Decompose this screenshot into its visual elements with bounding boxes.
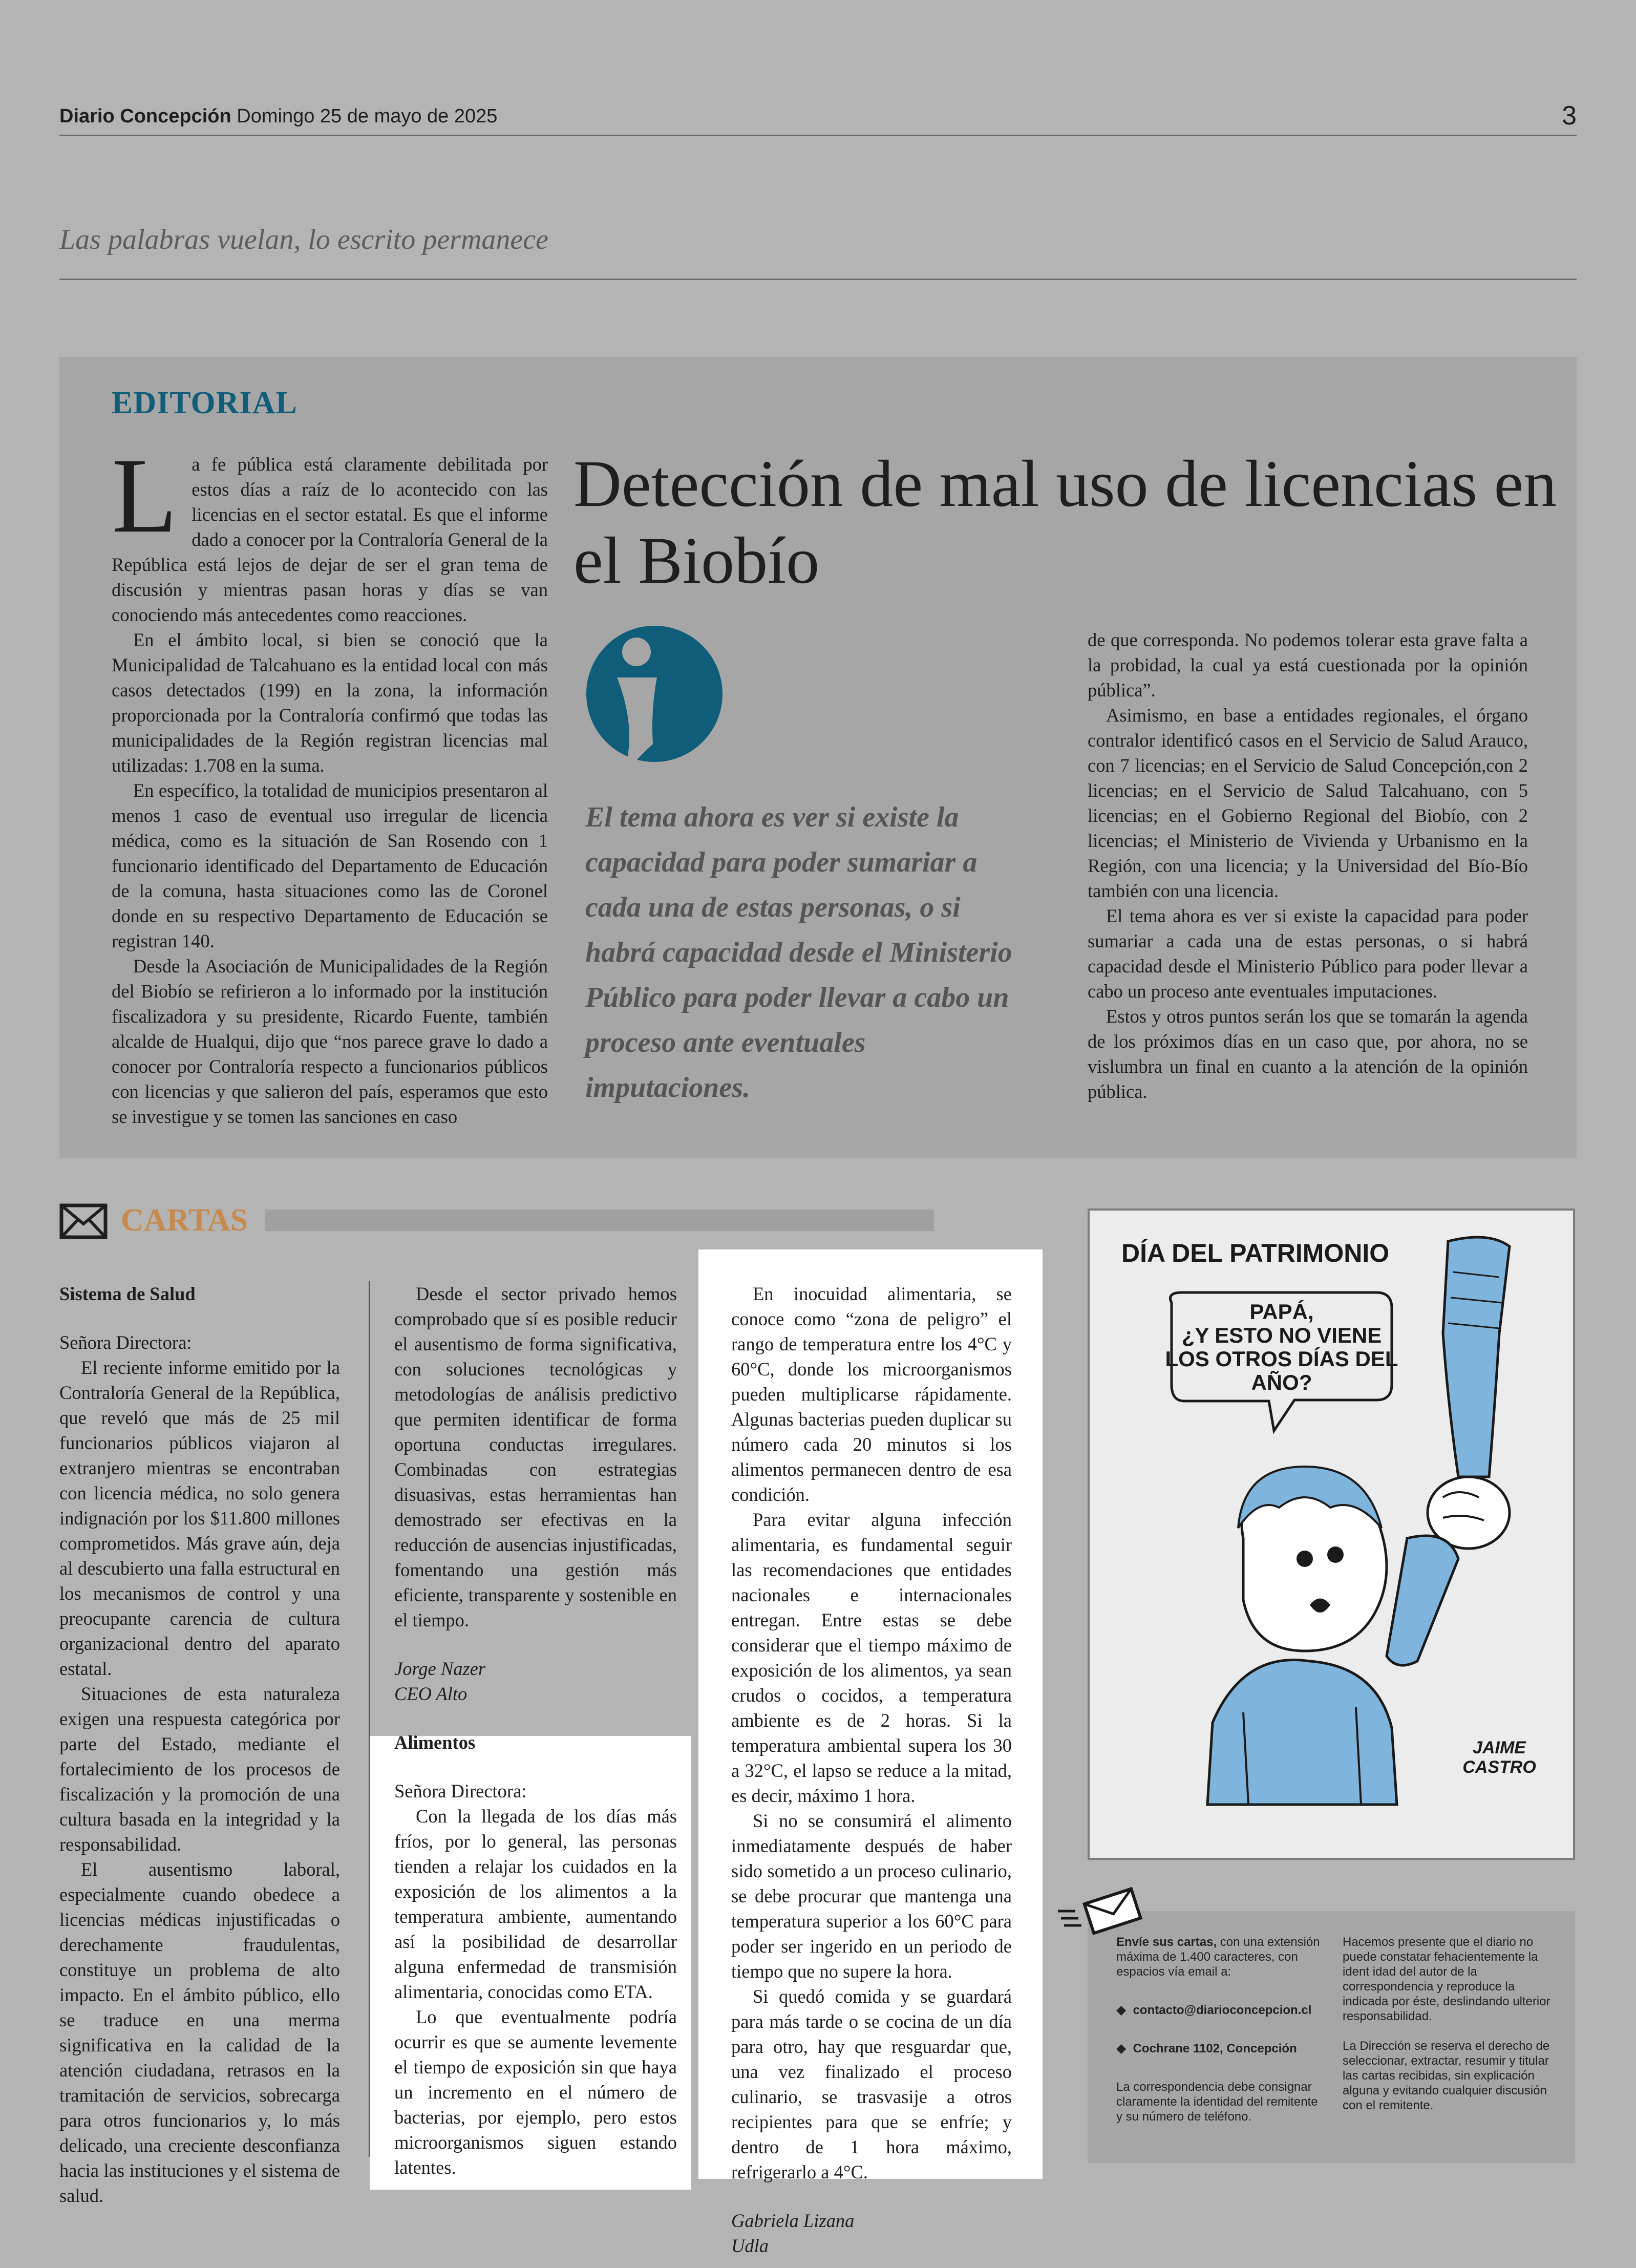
cartoon-drawing — [1090, 1211, 1573, 1858]
letter-salutation: Señora Directora: — [394, 1781, 527, 1801]
issue-date: Domingo 25 de mayo de 2025 — [237, 105, 498, 127]
editorial-paragraph: Desde la Asociación de Municipalidades de la Región del Biobío se refirieron a lo informado por la institución fiscalizadora y su presidente, Ricardo Fuente, también alcalde de Hualqui, dijo que “nos parece grave lo dado a conocer por Contraloría respecto a funcionarios públicos con licencias y que salieron del país, esperamos que esto se investigue y se tomen las sanciones en caso — [112, 956, 548, 1127]
letter-paragraph: Para evitar alguna infección alimentaria, es fundamental seguir las recomendaciones que entidades nacionales e internacionales entregan. Entre estas se debe considerar que el tiempo máximo de exposición de los alimentos, ya sean crudos o cocidos, a temperatura ambiente es de 2 horas. Si la temperatura ambiental supera los 30 a 32°C, el lapso se reduce a la mitad, es decir, máximo 1 hora. — [731, 1509, 1012, 1806]
column-divider — [369, 1281, 370, 2157]
editorial-paragraph: Estos y otros puntos serán los que se tomarán la agenda de los próximos días en un caso que, por ahora, no se vislumbra un final en cuanto a la atención de la opinión pública. — [1088, 1006, 1528, 1102]
identity-note: La correspondencia debe consignar claramente la identidad del remitente y su número de teléfono. — [1116, 2080, 1318, 2124]
editorial-cartoon — [1088, 1209, 1575, 1860]
letter-paragraph: Lo que eventualmente podría ocurrir es que se aumente levemente el tiempo de exposición sin que haya un incremento en el número de bacterias, por ejemplo, pero estos microorganismos siguen estando latentes. — [394, 2006, 677, 2178]
editorial-paragraph: El tema ahora es ver si existe la capacidad para poder sumariar a cada una de estas personas, o si habrá capacidad desde el Ministerio Público para poder llevar a cabo un proceso ante eventuales imputaciones. — [1088, 905, 1528, 1002]
editorial-label: EDITORIAL — [112, 386, 298, 420]
letter-title: Alimentos — [394, 1732, 476, 1753]
editorial-rights: La Dirección se reserva el derecho de seleccionar, extractar, resumir y titular las cartas recibidas, sin explicación alguna y evitando cualquier discusión con el remitente. — [1343, 2039, 1550, 2112]
letter-paragraph: El reciente informe emitido por la Contraloría General de la República, que reveló que más de 25 mil funcionarios públicos viajaron al extranjero mientras se encontraban con licencia médica, no solo genera indignación por los $11.800 millones comprometidos. Más grave aún, deja al descubierto una falla estructural en los mecanismos de control y una preocupante carencia de cultura organizacional dentro del aparato estatal. — [59, 1357, 340, 1679]
page-header — [59, 105, 497, 128]
cartas-label: CARTAS — [121, 1203, 248, 1238]
svg-text:JAIME: JAIME — [1473, 1738, 1526, 1757]
disclaimer: Hacemos presente que el diario no puede constatar fehacientemente la ident idad del autor de la correspondencia y reproduce la indicada por éste, deslindando ulterior responsabilidad. — [1343, 1935, 1550, 2023]
letter-author: Gabriela Lizana — [731, 2210, 855, 2231]
letter-paragraph: Situaciones de esta naturaleza exigen una respuesta categórica por parte del Estado, mediante el fortalecimiento de los procesos de fiscalización y la promoción de una cultura basada en la integridad y la responsabilidad. — [59, 1683, 340, 1855]
pull-quote: El tema ahora es ver si existe la capacidad para poder sumariar a cada una de estas personas, o si habrá capacidad desde el Ministerio Público para poder llevar a cabo un proceso ante eventuales imputaciones. — [585, 801, 1012, 1104]
header-rule — [59, 135, 1577, 136]
svg-text:¿Y ESTO NO VIENE: ¿Y ESTO NO VIENE — [1181, 1323, 1382, 1347]
svg-text:PAPÁ,: PAPÁ, — [1249, 1300, 1314, 1324]
letter-title: Sistema de Salud — [59, 1283, 196, 1304]
page-number: 3 — [1562, 101, 1577, 131]
editorial-title: Detección de mal uso de licencias en el Biobío — [573, 447, 1557, 598]
diamond-bullet-icon: ◆ — [1116, 2003, 1127, 2017]
letter-paragraph: El ausentismo laboral, especialmente cuando obedece a licencias médicas injustificadas o derechamente fraudulentas, constituye un problema de alto impacto. En el ámbito público, ello se traduce en una merma significativa en la calidad de la atención ciudadana, retrasos en la tramitación de servicios, sobrecarga para otros funcionarios y, lo más delicado, una creciente desconfianza hacia las instituciones y el sistema de salud. — [59, 1859, 340, 2206]
slogan-rule — [59, 279, 1577, 280]
svg-text:LOS OTROS DÍAS DEL: LOS OTROS DÍAS DEL — [1165, 1347, 1398, 1371]
svg-text:CASTRO: CASTRO — [1462, 1757, 1536, 1777]
page-slogan: Las palabras vuelan, lo escrito permanece — [59, 224, 548, 256]
letter-paragraph: Si quedó comida y se guardará para más tarde o se cocina de un día para otro, hay que resguardar que, una vez finalizado el proceso culinario, se trasvasije a otros recipientes para que se enfríe; y dentro de 1 hora máximo, refrigerarlo a 4°C. — [731, 1986, 1012, 2182]
info-right-column — [1343, 1935, 1558, 2113]
letter-paragraph: En inocuidad alimentaria, se conoce como “zona de peligro” el rango de temperatura entre los 4°C y 60°C, donde los microorganismos pueden multiplicarse rápidamente. Algunas bacterias pueden duplicar su número cada 20 minutos si los alimentos permanecen dentro de esa condición. — [731, 1283, 1012, 1505]
letter-author: Jorge Nazer — [394, 1658, 486, 1679]
editorial-paragraph: En específico, la totalidad de municipios presentaron al menos 1 caso de eventual uso irregular de licencia médica, como es la situación de San Rosendo con 1 funcionario identificado del Departamento de Educación de la comuna, hasta situaciones como las de Coronel donde en su respectivo Departamento de Educación se registran 140. — [112, 780, 548, 951]
letters-column-2 — [394, 1281, 677, 2180]
envelope-icon — [59, 1203, 108, 1239]
letters-column-1 — [59, 1281, 340, 2208]
paper-name: Diario Concepción — [59, 105, 231, 127]
editorial-column-3 — [1088, 627, 1528, 1104]
info-left-column — [1116, 1935, 1326, 2124]
cartas-bar — [265, 1210, 934, 1231]
cartoon-title: DÍA DEL PATRIMONIO — [1121, 1239, 1390, 1267]
flying-envelope-icon — [1056, 1884, 1143, 1936]
editorial-paragraph: La fe pública está claramente debilitada por estos días a raíz de lo acontecido con las licencias en el sector estatal. Es que el informe dado a conocer por la Contraloría General de la República está lejos de dejar de ser el gran tema de discusión y mientras pasan horas y días se van conociendo más antecedentes como reacciones. — [112, 436, 548, 625]
letter-salutation: Señora Directora: — [59, 1332, 192, 1353]
contact-email[interactable]: ◆ contacto@diarioconcepcion.cl — [1116, 2003, 1312, 2017]
contact-address: ◆ Cochrane 1102, Concepción — [1116, 2041, 1297, 2055]
editorial-paragraph: En el ámbito local, si bien se conoció que la Municipalidad de Talcahuano es la entidad local con más casos detectados (199) en la zona, la información proporcionada por la Contraloría confirmó que todas las municipalidades de la Región registran licencias mal utilizadas: 1.708 en la suma. — [112, 629, 548, 776]
editorial-paragraph: Asimismo, en base a entidades regionales, el órgano contralor identificó casos en el Servicio de Salud Arauco, con 7 licencias; en el Servicio de Salud Concepción,con 2 licencias; en el Servicio de Salud Talcahuano, con 5 licencias; en el Gobierno Regional del Biobío, con 2 licencias; el Ministerio de Vivienda y Urbanismo en la Región, con una licencia; y la Universidad del Bío-Bío también con una licencia. — [1088, 705, 1528, 901]
editorial-paragraph: de que corresponda. No podemos tolerar esta grave falta a la probidad, la cual ya está cuestionada por la opinión pública”. — [1088, 629, 1528, 701]
diamond-bullet-icon: ◆ — [1116, 2041, 1127, 2055]
letter-author-role: CEO Alto — [394, 1683, 468, 1704]
letter-paragraph: Con la llegada de los días más fríos, por lo general, las personas tienden a relajar los cuidados en la exposición de los alimentos a la temperatura ambiente, aumentando así la posibilidad de desarrollar alguna enfermedad de transmisión alimentaria, conocidas como ETA. — [394, 1806, 677, 2002]
svg-text:AÑO?: AÑO? — [1251, 1370, 1312, 1394]
editorial-column-1 — [112, 436, 548, 1129]
drop-cap: L — [112, 436, 178, 555]
info-icon — [585, 622, 724, 766]
letter-paragraph: Desde el sector privado hemos comprobado que sí es posible reducir el ausentismo de forma significativa, con soluciones tecnológicas y metodologías de análisis predictivo que permiten identificar de forma oportuna conductas irregulares. Combinadas con estrategias disuasivas, estas herramientas han demostrado ser efectivas en la reducción de ausencias injustificadas, fomentando una gestión más eficiente, transparente y sostenible en el tiempo. — [394, 1283, 677, 1630]
letters-column-3 — [731, 1281, 1012, 2258]
letter-paragraph: Si no se consumirá el alimento inmediatamente después de haber sido sometido a un proceso culinario, se debe procurar que mantenga una temperatura superior a los 60°C para poder ser ingerido en un periodo de tiempo que no supere la hora. — [731, 1810, 1012, 1982]
submission-note: Envíe sus cartas, con una extensión máxima de 1.400 caracteres, con espacios vía email a: — [1116, 1935, 1320, 1979]
letter-author-role: Udla — [731, 2235, 769, 2256]
